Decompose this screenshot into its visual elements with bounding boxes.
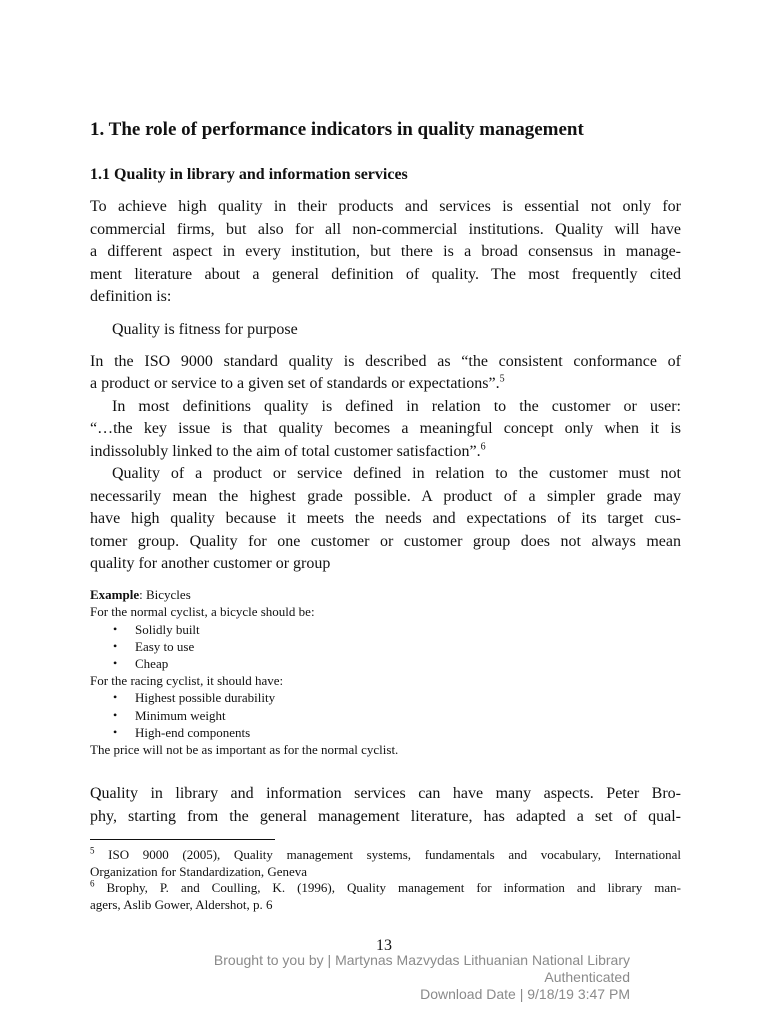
text-line: Quality in library and information services can have many aspects. Peter Bro- [90,785,681,802]
text-line [90,373,681,396]
text-fragment: indissolubly linked to the aim of total customer satisfaction”. [90,443,481,460]
example-racing-intro: For the racing cyclist, it should have: [90,673,284,688]
example-title [90,586,191,603]
example-label: Example [90,587,140,602]
example-closing: The price will not be as important as for the normal cyclist. [90,742,399,757]
bullet-icon: • [113,708,118,722]
page-number: 13 [376,937,392,954]
list-item: Solidly built [135,622,200,637]
footnote-6-line [90,880,681,897]
footnote-5-line: Organization for Standardization, Geneva [90,864,308,879]
quality-definition: Quality is fitness for purpose [112,321,298,338]
text-line: tomer group. Quality for one customer or customer group does not always mean [90,533,681,550]
chapter-heading: 1. The role of performance indicators in quality management [90,119,584,140]
text-line: a different aspect in every institution, but there is a broad consensus in manage- [90,243,681,260]
example-topic: : Bicycles [139,587,191,602]
footnote-number: 5 [90,845,95,856]
footnote-ref-6: 6 [480,441,486,453]
text-line: necessarily mean the highest grade possible. A product of a simpler grade may [90,488,681,505]
download-notice-line: Authenticated [544,969,630,985]
footnote-divider [90,839,275,840]
text-line: definition is: [90,288,172,305]
section-heading: 1.1 Quality in library and information services [90,166,408,183]
download-notice-line: Download Date | 9/18/19 3:47 PM [420,986,630,1002]
footnote-text: ISO 9000 (2005), Quality management systems, fundamentals and vocabulary, International [94,847,681,862]
text-line: have high quality because it meets the needs and expectations of its target cus- [90,510,681,527]
text-line: In most definitions quality is defined in relation to the customer or user: [112,398,681,415]
bullet-icon: • [113,639,118,653]
text-line: Quality of a product or service defined in relation to the customer must not [112,465,681,482]
footnote-6-line: agers, Aslib Gower, Aldershot, p. 6 [90,897,273,912]
download-notice-line: Brought to you by | Martynas Mazvydas Lithuanian National Library [213,952,630,968]
text-line: quality for another customer or group [90,555,331,572]
text-line: ment literature about a general definition of quality. The most frequently cited [90,266,681,283]
footnote-ref-5: 5 [499,373,505,385]
footnote-text: Brophy, P. and Coulling, K. (1996), Quality management for information and library man- [94,880,681,895]
text-line: In the ISO 9000 standard quality is described as “the consistent conformance of [90,353,681,370]
bullet-icon: • [113,656,118,670]
text-line: To achieve high quality in their products and services is essential not only for [90,198,681,215]
list-item: Cheap [135,656,169,671]
footnote-5-line [90,847,681,864]
example-normal-intro: For the normal cyclist, a bicycle should be: [90,604,315,619]
list-item: Highest possible durability [135,690,276,705]
list-item: Easy to use [135,639,195,654]
text-line: commercial firms, but also for all non-commercial institutions. Quality will have [90,221,681,238]
bullet-icon: • [113,725,118,739]
list-item: Minimum weight [135,708,226,723]
text-fragment: a product or service to a given set of standards or expectations”. [90,375,500,392]
list-item: High-end components [135,725,251,740]
text-line: “…the key issue is that quality becomes a meaningful concept only when it is [90,420,681,437]
text-line [90,441,681,464]
footnote-number: 6 [90,878,95,889]
bullet-icon: • [113,690,118,704]
bullet-icon: • [113,622,118,636]
text-line: phy, starting from the general management literature, has adapted a set of qual- [90,808,681,825]
